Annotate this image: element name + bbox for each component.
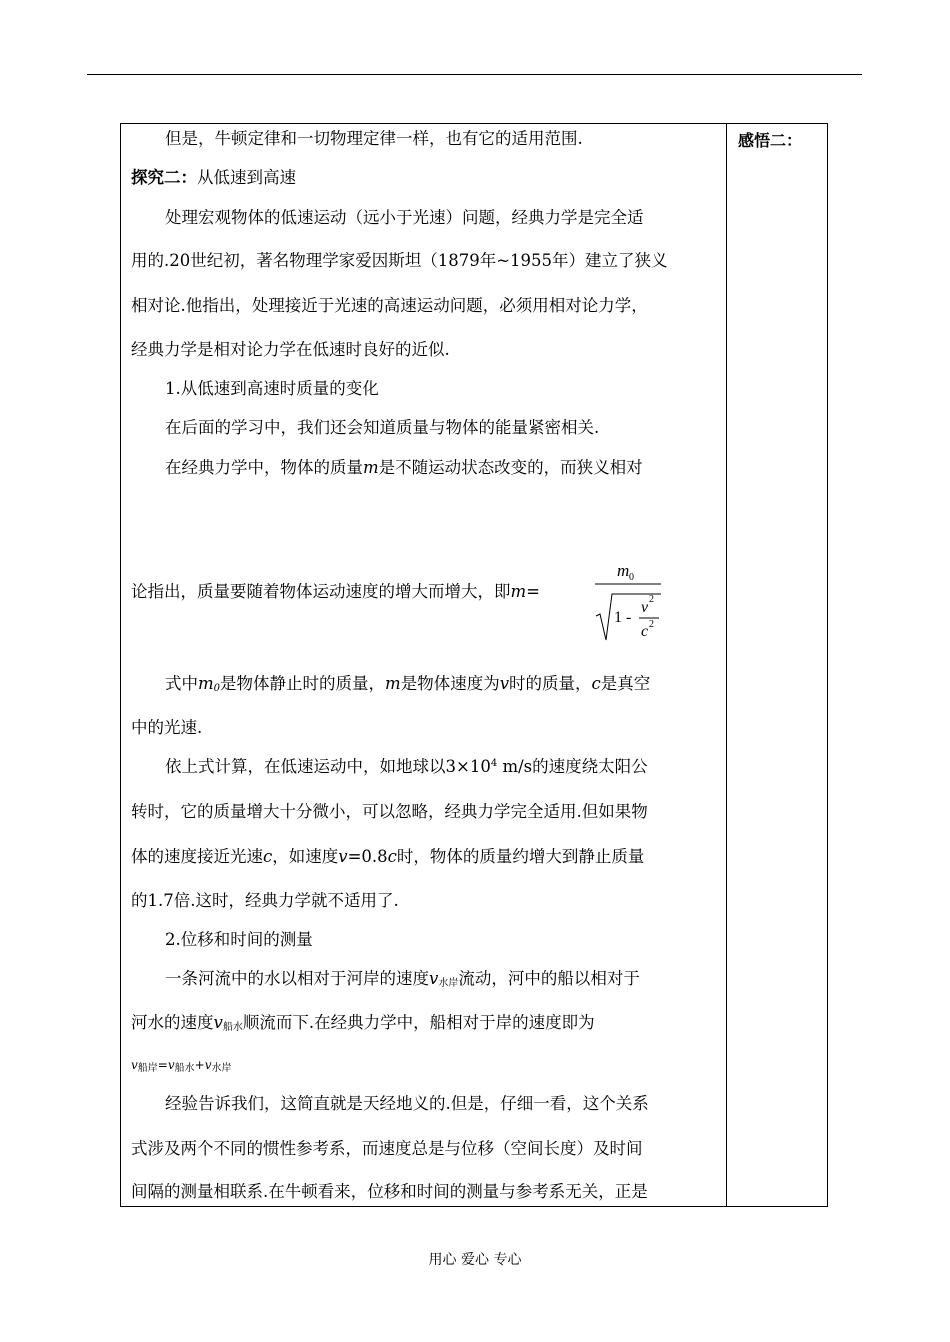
paragraph-line: 式涉及两个不同的惯性参考系，而速度总是与位移（空间长度）及时间 [131, 1139, 643, 1158]
text-run: 是真空 [600, 674, 651, 693]
text-run: 时的质量， [509, 674, 592, 693]
relativistic-mass-formula [565, 556, 665, 646]
text-run: 时，物体的质量约增大到静止质量 [396, 847, 645, 866]
var-v: v [213, 1013, 223, 1032]
paragraph-line: 用的.20世纪初，著名物理学家爱因斯坦（1879年~1955年）建立了狭义 [131, 251, 668, 270]
var-v: v [499, 674, 510, 693]
paragraph-line: 在后面的学习中，我们还会知道质量与物体的能量紧密相关. [165, 418, 600, 437]
paragraph-line [165, 458, 721, 478]
column-divider [726, 123, 727, 1207]
formula-numerator: m [617, 561, 630, 580]
subsection-heading: 2.位移和时间的测量 [165, 930, 313, 949]
subscript: 水岸 [438, 978, 459, 989]
text-run: 是物体静止时的质量， [220, 674, 386, 693]
paragraph-line: 的1.7倍.这时，经典力学就不适用了. [131, 891, 399, 910]
equals-sign: = [526, 582, 540, 601]
section-heading [131, 168, 721, 188]
var-m0: m [198, 674, 214, 693]
velocity-equation [131, 1055, 721, 1079]
plus-sign: + [194, 1058, 205, 1072]
subscript: 船岸 [137, 1063, 158, 1074]
formula-c: c [641, 623, 649, 640]
paragraph-line [165, 674, 721, 699]
paragraph-line: 间隔的测量相联系.在牛顿看来，位移和时间的测量与参考系无关，正是 [131, 1182, 648, 1201]
text-run: 一条河流中的水以相对于河岸的速度 [165, 969, 429, 988]
var-v: v [338, 847, 348, 866]
paragraph-line [165, 757, 721, 777]
formula-v: v [641, 599, 649, 616]
paragraph-line [165, 969, 721, 994]
var-m: m [363, 458, 379, 477]
var-v: v [204, 1058, 212, 1072]
var-m: m [385, 674, 401, 693]
section-title: 从低速到高速 [197, 168, 296, 187]
paragraph-line: 经验告诉我们，这简直就是天经地义的.但是，仔细一看，这个关系 [165, 1094, 649, 1113]
text-run: 是不随运动状态改变的，而狭义相对 [378, 458, 643, 477]
var-v: v [131, 1058, 138, 1072]
subscript: 船水 [222, 1022, 243, 1033]
var-c: c [591, 674, 601, 693]
text-run: =0.8 [347, 847, 388, 866]
formula-numerator-sub: 0 [629, 572, 634, 583]
paragraph-line [131, 847, 721, 867]
text-run: 河水的速度 [131, 1013, 214, 1032]
formula-one-minus: 1 - [614, 609, 632, 626]
subscript: 船水 [174, 1063, 195, 1074]
text-run: 顺流而下.在经典力学中，船相对于岸的速度即为 [242, 1013, 595, 1032]
side-note-title: 感悟二： [738, 131, 803, 150]
text-run: 依上式计算，在低速运动中，如地球以3×10 [165, 757, 491, 776]
paragraph-line [131, 1013, 721, 1038]
text-run: 在经典力学中，物体的质量 [165, 458, 363, 477]
formula-v-exp: 2 [649, 594, 654, 605]
subsection-heading: 1.从低速到高速时质量的变化 [165, 379, 379, 398]
var-m: m [510, 582, 527, 601]
text-run: 体的速度接近光速 [131, 847, 263, 866]
subscript: 0 [213, 683, 221, 694]
text-run: 是物体速度为 [400, 674, 500, 693]
paragraph-line: 转时，它的质量增大十分微小，可以忽略，经典力学完全适用.但如果物 [131, 802, 648, 821]
text-run: 式中 [165, 674, 198, 693]
text-run: ，如速度 [272, 847, 339, 866]
paragraph-line: 处理宏观物体的低速运动（远小于光速）问题，经典力学是完全适 [165, 208, 644, 227]
var-c: c [387, 847, 397, 866]
header-rule [87, 74, 862, 75]
text-run: 论指出，质量要随着物体运动速度的增大而增大，即 [131, 582, 511, 601]
content-table [120, 123, 828, 1207]
page-footer: 用心 爱心 专心 [428, 1252, 522, 1268]
var-v: v [167, 1058, 175, 1072]
var-v: v [429, 969, 439, 988]
text-run: m/s的速度绕太阳公 [497, 757, 648, 776]
superscript: 4 [490, 758, 498, 769]
paragraph-line: 相对论.他指出，处理接近于光速的高速运动问题，必须用相对论力学， [131, 296, 648, 315]
paragraph-line: 但是，牛顿定律和一切物理定律一样，也有它的适用范围. [165, 129, 583, 148]
paragraph-line: 经典力学是相对论力学在低速时良好的近似. [131, 340, 450, 359]
var-c: c [263, 847, 273, 866]
section-label: 探究二： [131, 168, 197, 187]
subscript: 水岸 [211, 1063, 232, 1074]
text-run: 流动，河中的船以相对于 [458, 969, 640, 988]
equals-sign: = [157, 1058, 168, 1072]
paragraph-line: 中的光速. [131, 718, 203, 737]
formula-c-exp: 2 [649, 619, 654, 630]
